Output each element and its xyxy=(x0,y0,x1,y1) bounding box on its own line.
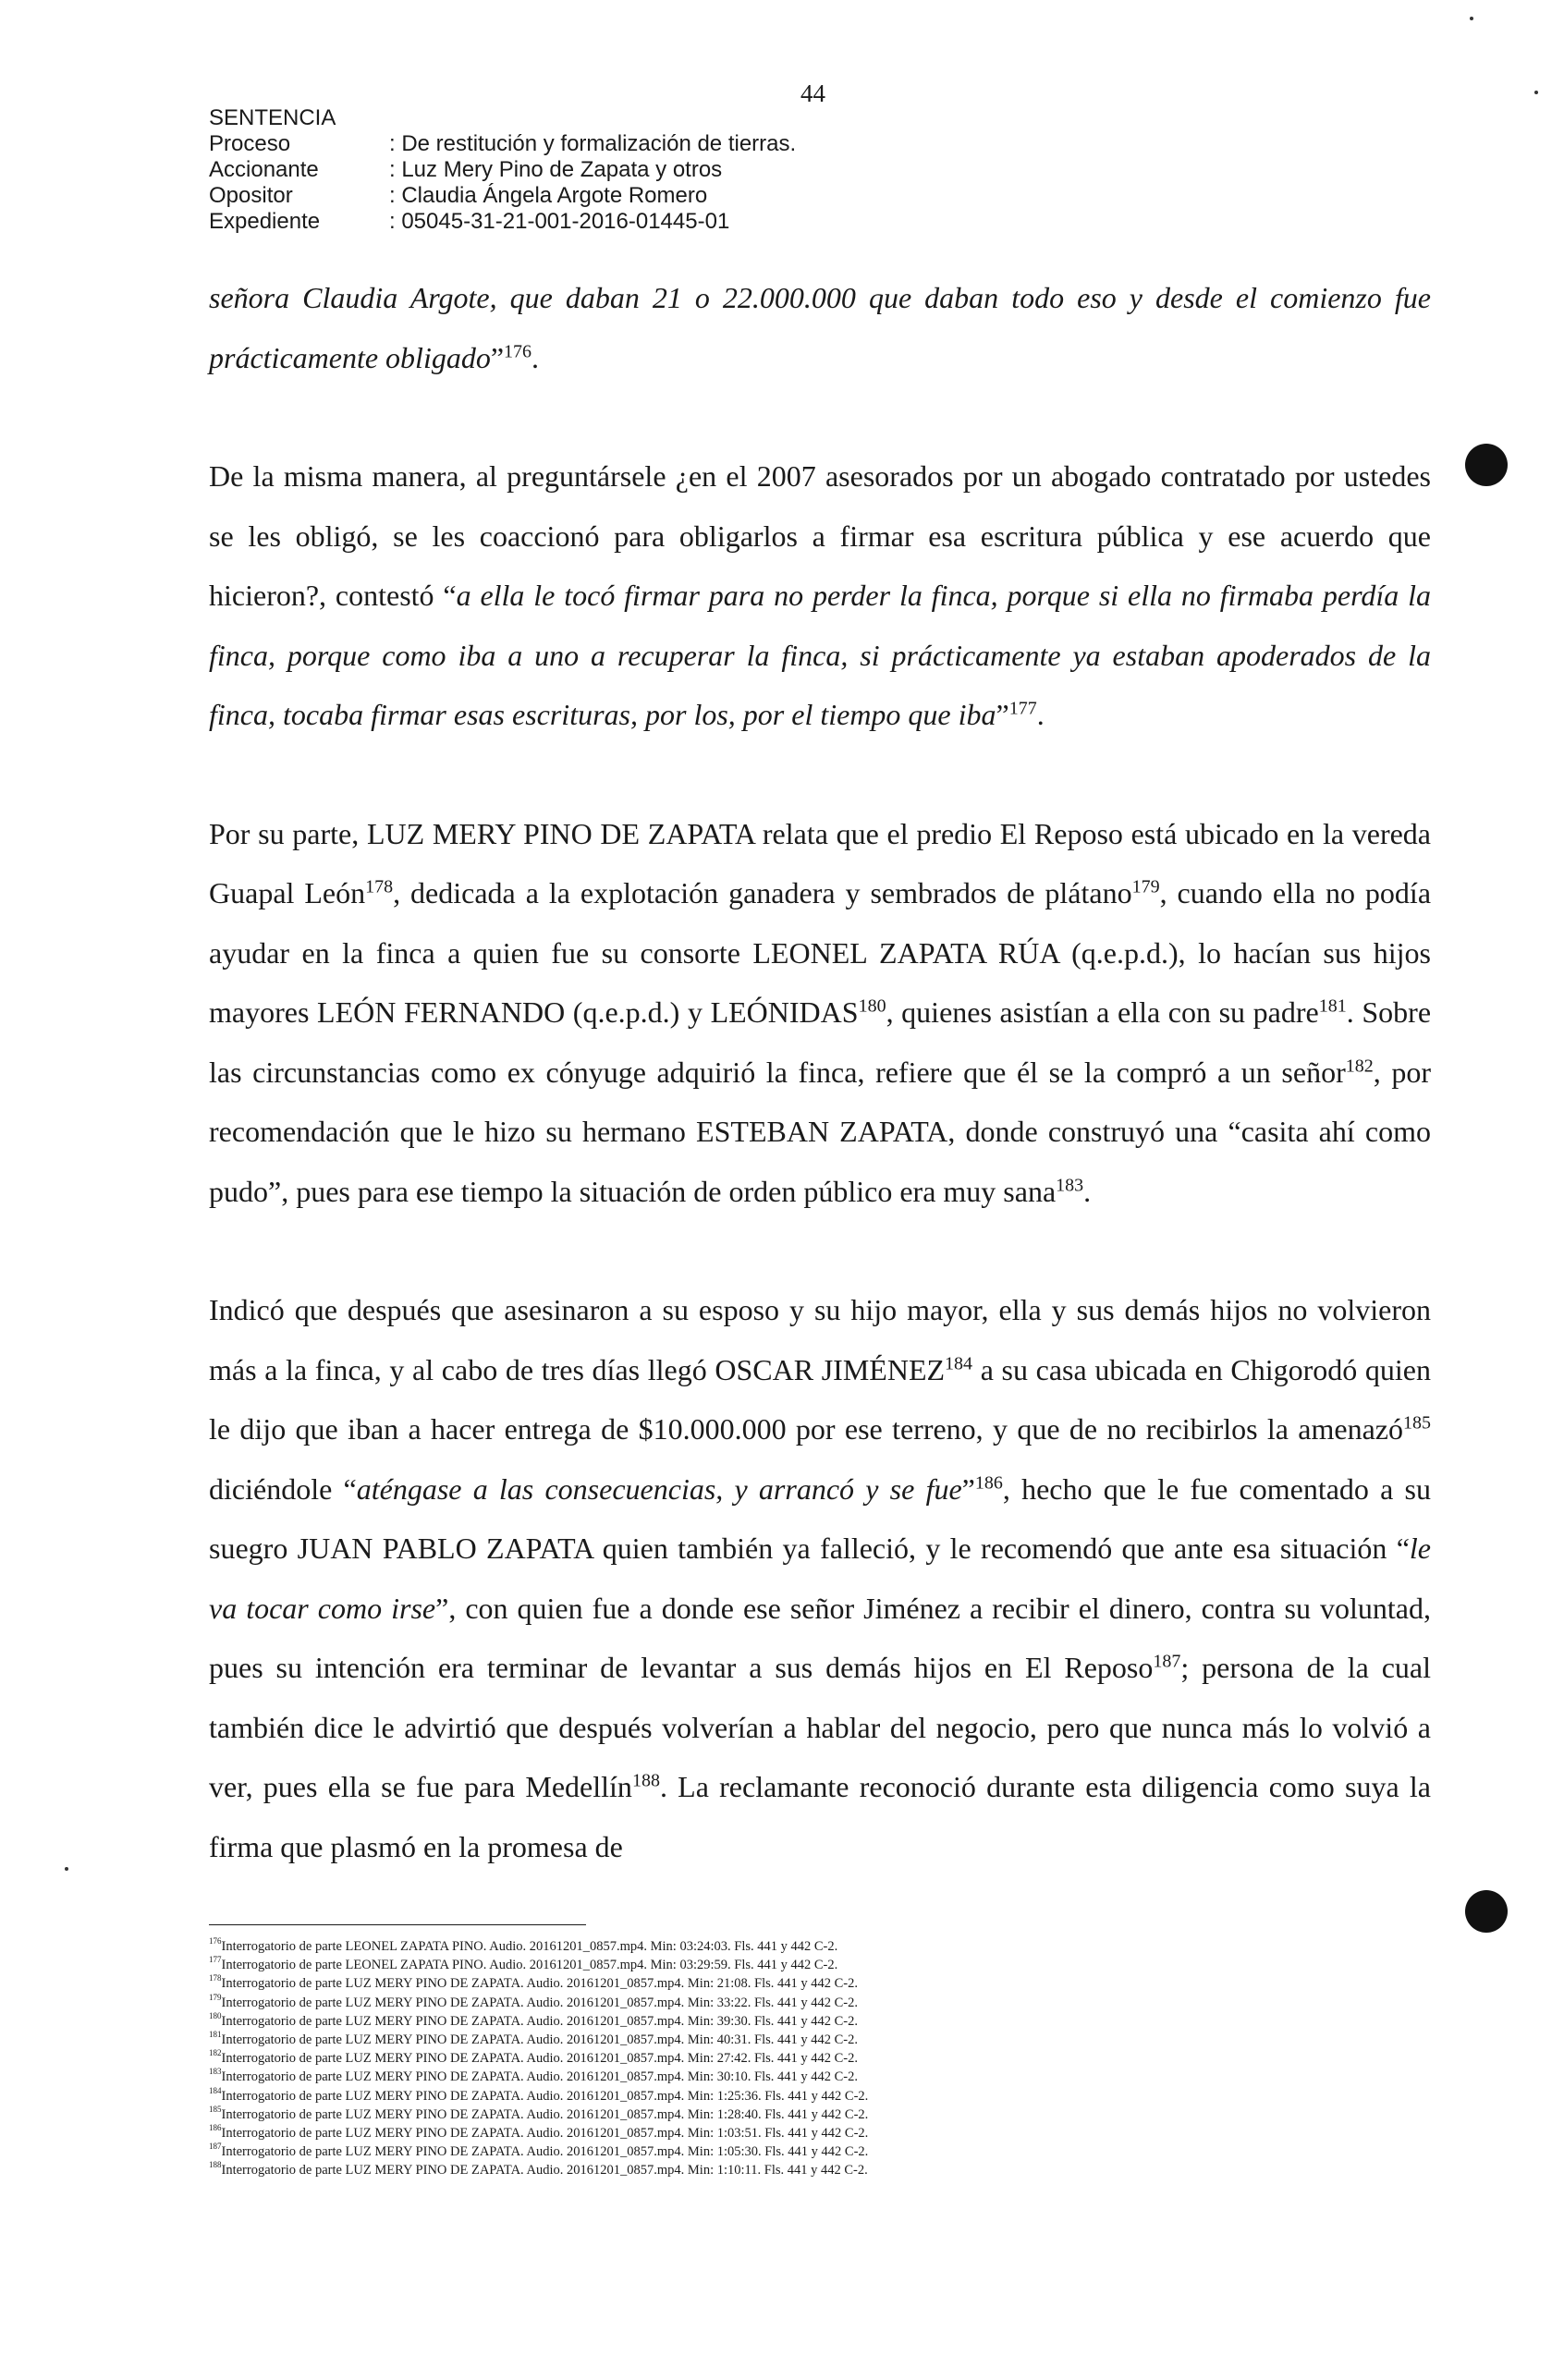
footnote-divider xyxy=(209,1924,586,1925)
quote: le va tocar como irse xyxy=(209,1532,1431,1625)
text: . La reclamante reconoció durante esta diligencia como suya la firma que plasmó en la promesa de xyxy=(209,1770,1432,1863)
header-value: : Claudia Ángela Argote Romero xyxy=(389,183,708,208)
footnote-text: Interrogatorio de parte LEONEL ZAPATA PINO. Audio. 20161201_0857.mp4. Min: 03:24:03. Fls. 441 y 442 C-2. xyxy=(221,1939,838,1954)
quote-close: ” xyxy=(490,340,505,374)
footnote-text: Interrogatorio de parte LUZ MERY PINO DE ZAPATA. Audio. 20161201_0857.mp4. Min: 1:10:11. Fls. 441 y 442 C-2. xyxy=(221,2163,868,2179)
footnote-number: 177 xyxy=(209,1955,222,1965)
footnote-item xyxy=(209,2049,1226,2068)
header-label: Proceso xyxy=(209,131,291,156)
text: . Sobre las circunstancias como ex cónyuge adquirió la finca, refiere que él se la compró a un señor xyxy=(209,995,1432,1089)
header-row-expediente xyxy=(209,209,796,235)
footnote-ref: 185 xyxy=(1403,1412,1431,1434)
footnote-ref: 187 xyxy=(1153,1651,1181,1672)
footnote-number: 188 xyxy=(209,2160,222,2170)
paragraph-3 xyxy=(209,804,1431,1222)
footnote-item xyxy=(209,1937,1226,1956)
text: . xyxy=(532,340,540,374)
footnote-ref: 176 xyxy=(504,340,532,361)
footnote-text: Interrogatorio de parte LUZ MERY PINO DE ZAPATA. Audio. 20161201_0857.mp4. Min: 33:22. Fls. 441 y 442 C-2. xyxy=(221,1995,859,2010)
text: , por recomendación que le hizo su hermano ESTEBAN ZAPATA, donde construyó una “casita ahí como pudo”, pues para ese tiempo la situación de orden público era muy sana xyxy=(209,1055,1432,1208)
text: a su casa ubicada en Chigorodó quien le dijo que iban a hacer entrega de $10.000.000 por ese terreno, y que de no recibirlos la amenazó xyxy=(209,1352,1432,1446)
footnote-text: Interrogatorio de parte LUZ MERY PINO DE ZAPATA. Audio. 20161201_0857.mp4. Min: 30:10. Fls. 441 y 442 C-2. xyxy=(221,2069,859,2085)
scan-speck xyxy=(1534,91,1538,94)
footnote-number: 178 xyxy=(209,1973,222,1983)
paragraph-1 xyxy=(209,268,1431,387)
footnote-ref: 184 xyxy=(945,1352,973,1373)
footnote-number: 183 xyxy=(209,2067,222,2077)
header-row-proceso xyxy=(209,131,796,157)
footnote-text: Interrogatorio de parte LEONEL ZAPATA PINO. Audio. 20161201_0857.mp4. Min: 03:29:59. Fls. 441 y 442 C-2. xyxy=(221,1958,838,1973)
text: , hecho que le fue comentado a su suegro JUAN PABLO ZAPATA quien también ya falleció, y le recomendó que ante esa situación “ xyxy=(209,1471,1432,1565)
text: Indicó que después que asesinaron a su esposo y su hijo mayor, ella y sus demás hijos no volvieron más a la finca, y al cabo de tres días llegó OSCAR JIMÉNEZ xyxy=(209,1293,1431,1386)
footnote-item xyxy=(209,2161,1226,2179)
footnote-number: 181 xyxy=(209,2030,222,2040)
footnote-number: 176 xyxy=(209,1936,222,1946)
footnote-ref: 179 xyxy=(1131,876,1160,897)
footnote-text: Interrogatorio de parte LUZ MERY PINO DE ZAPATA. Audio. 20161201_0857.mp4. Min: 1:03:51. Fls. 441 y 442 C-2. xyxy=(221,2126,869,2142)
footnote-item xyxy=(209,1994,1226,2012)
footnote-ref: 178 xyxy=(365,876,394,897)
quote: aténgase a las consecuencias, y arrancó y se fue xyxy=(356,1471,962,1506)
footnote-ref: 183 xyxy=(1056,1174,1084,1195)
footnote-number: 187 xyxy=(209,2142,222,2152)
document-body xyxy=(209,268,1431,1876)
scan-speck xyxy=(65,1867,68,1871)
paragraph-4 xyxy=(209,1280,1431,1876)
header-value: : De restitución y formalización de tierras. xyxy=(389,131,797,156)
text: , cuando ella no podía ayudar en la finca a quien fue su consorte LEONEL ZAPATA RÚA (q.e.p.d.), lo hacían sus hijos mayores LEÓN FERNANDO (q.e.p.d.) y LEÓNIDAS xyxy=(209,876,1432,1029)
footnote-ref: 182 xyxy=(1345,1055,1374,1076)
text: . xyxy=(1083,1174,1092,1208)
footnote-number: 180 xyxy=(209,2010,222,2020)
text: ; persona de la cual también dice le advirtió que después volverían a hablar del negocio, pero que nunca más lo volvió a ver, pues ella se fue para Medellín xyxy=(209,1651,1432,1803)
footnote-item xyxy=(209,1956,1226,1974)
footnote-ref: 186 xyxy=(974,1471,1003,1493)
footnote-number: 179 xyxy=(209,1992,222,2002)
footnote-item xyxy=(209,2124,1226,2142)
case-header xyxy=(209,105,796,235)
footnote-text: Interrogatorio de parte LUZ MERY PINO DE ZAPATA. Audio. 20161201_0857.mp4. Min: 21:08. Fls. 441 y 442 C-2. xyxy=(221,1976,859,1992)
quote: a ella le tocó firmar para no perder la finca, porque si ella no firmaba perdía la finca, porque como iba a uno a recuperar la finca, si prácticamente ya estaban apoderados de la finca, tocaba firmar esas escrituras, por los, por el tiempo que iba xyxy=(209,579,1432,731)
footnotes xyxy=(209,1937,1226,2180)
header-label: Accionante xyxy=(209,157,319,182)
text: diciéndole “ xyxy=(209,1471,357,1506)
footnote-ref: 188 xyxy=(631,1770,660,1791)
footnote-text: Interrogatorio de parte LUZ MERY PINO DE ZAPATA. Audio. 20161201_0857.mp4. Min: 40:31. Fls. 441 y 442 C-2. xyxy=(221,2032,859,2048)
text: , dedicada a la explotación ganadera y sembrados de plátano xyxy=(393,876,1132,909)
footnote-number: 185 xyxy=(209,2104,222,2114)
text: De la misma manera, al preguntársele ¿en el 2007 asesorados por un abogado contratado por ustedes se les obligó, se les coaccionó para obligarlos a firmar esa escritura pública y ese acuerdo que hicieron?, contestó “ xyxy=(209,459,1431,612)
footnote-number: 182 xyxy=(209,2048,222,2058)
header-label: Expediente xyxy=(209,209,321,234)
footnote-number: 186 xyxy=(209,2123,222,2133)
footnote-ref: 180 xyxy=(858,995,886,1017)
quote: señora Claudia Argote, que daban 21 o 22.000.000 que daban todo eso y desde el comienzo fue prácticamente obligado xyxy=(209,281,1431,374)
footnote-item xyxy=(209,2031,1226,2049)
footnote-ref: 177 xyxy=(1008,698,1037,719)
text: ” xyxy=(961,1471,975,1506)
footnote-text: Interrogatorio de parte LUZ MERY PINO DE ZAPATA. Audio. 20161201_0857.mp4. Min: 1:28:40. Fls. 441 y 442 C-2. xyxy=(221,2106,869,2122)
footnote-item xyxy=(209,2142,1226,2161)
page-number: 44 xyxy=(800,79,825,107)
punch-hole xyxy=(1465,1890,1508,1933)
footnote-number: 184 xyxy=(209,2085,222,2095)
header-value: : 05045-31-21-001-2016-01445-01 xyxy=(389,209,730,234)
text: ”, con quien fue a donde ese señor Jiménez a recibir el dinero, contra su voluntad, pues su intención era terminar de levantar a sus demás hijos en El Reposo xyxy=(209,1591,1432,1684)
footnote-text: Interrogatorio de parte LUZ MERY PINO DE ZAPATA. Audio. 20161201_0857.mp4. Min: 1:05:30. Fls. 441 y 442 C-2. xyxy=(221,2144,869,2160)
header-row-accionante xyxy=(209,157,796,183)
footnote-text: Interrogatorio de parte LUZ MERY PINO DE ZAPATA. Audio. 20161201_0857.mp4. Min: 39:30. Fls. 441 y 442 C-2. xyxy=(221,2013,859,2029)
header-value: : Luz Mery Pino de Zapata y otros xyxy=(389,157,723,182)
punch-hole xyxy=(1465,444,1508,486)
footnote-item xyxy=(209,2012,1226,2031)
quote-close: ” xyxy=(996,698,1009,731)
footnote-ref: 181 xyxy=(1318,995,1347,1017)
header-label: Opositor xyxy=(209,183,293,208)
text: Por su parte, LUZ MERY PINO DE ZAPATA relata que el predio El Reposo está ubicado en la vereda Guapal León xyxy=(209,816,1431,909)
footnote-item xyxy=(209,2087,1226,2105)
footnote-item xyxy=(209,1974,1226,1993)
footnote-item xyxy=(209,2105,1226,2124)
footnote-text: Interrogatorio de parte LUZ MERY PINO DE ZAPATA. Audio. 20161201_0857.mp4. Min: 27:42. Fls. 441 y 442 C-2. xyxy=(221,2051,859,2067)
scan-speck xyxy=(1470,17,1473,20)
text: . xyxy=(1036,698,1045,731)
footnote-item xyxy=(209,2068,1226,2086)
paragraph-2 xyxy=(209,446,1431,745)
text: , quienes asistían a ella con su padre xyxy=(886,995,1319,1029)
header-row-opositor xyxy=(209,183,796,209)
header-title: SENTENCIA xyxy=(209,105,336,130)
footnote-text: Interrogatorio de parte LUZ MERY PINO DE ZAPATA. Audio. 20161201_0857.mp4. Min: 1:25:36. Fls. 441 y 442 C-2. xyxy=(221,2088,869,2104)
